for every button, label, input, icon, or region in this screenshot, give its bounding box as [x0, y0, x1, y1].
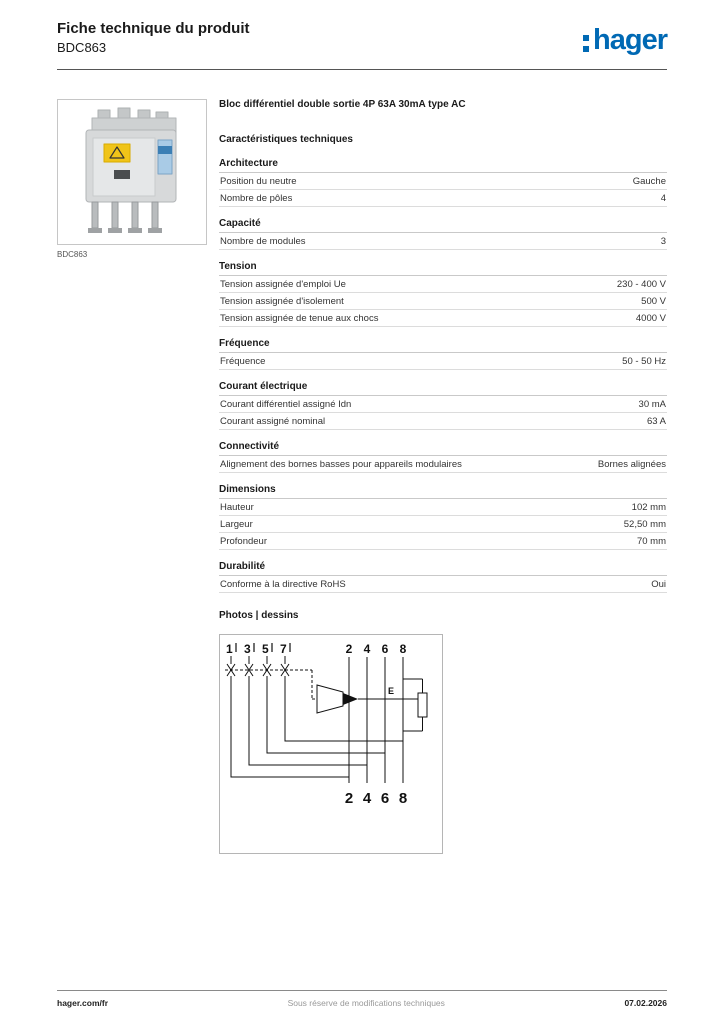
diagram-output-top-labels	[346, 642, 407, 656]
left-column	[57, 99, 207, 854]
spec-value: 52,50 mm	[623, 518, 666, 530]
spec-value: 4	[660, 192, 666, 204]
product-description: Bloc différentiel double sortie 4P 63A 30mA type AC	[219, 98, 466, 110]
spec-section-title: Capacité	[219, 218, 667, 233]
spec-section-title: Fréquence	[219, 338, 667, 353]
diagram-input-label: 1	[226, 641, 233, 656]
spec-value: 70 mm	[636, 535, 666, 547]
wiring-diagram-svg	[220, 635, 442, 853]
spec-row	[219, 413, 667, 430]
spec-section-title: Courant électrique	[219, 381, 667, 396]
spec-value: Oui	[651, 578, 666, 590]
spec-label: Nombre de pôles	[220, 192, 293, 204]
spec-row	[219, 190, 667, 207]
product-image-caption: BDC863	[57, 249, 88, 259]
diagram-output-label: 6	[381, 641, 389, 656]
spec-label: Fréquence	[220, 355, 266, 367]
spec-row	[219, 310, 667, 327]
spec-section	[219, 381, 667, 430]
spec-value: 102 mm	[631, 501, 666, 513]
hager-logo	[583, 26, 667, 55]
header-titles	[57, 20, 250, 57]
spec-row	[219, 353, 667, 370]
diagram-output-label: 2	[344, 789, 354, 807]
spec-label: Alignement des bornes basses pour appareils modulaires	[220, 458, 462, 470]
footer-date: 07.02.2026	[624, 998, 667, 1008]
spec-label: Nombre de modules	[220, 235, 306, 247]
specs-heading: Caractéristiques techniques	[219, 133, 353, 145]
spec-row	[219, 396, 667, 413]
content-area	[57, 99, 667, 854]
breaker-device	[86, 108, 176, 233]
spec-section	[219, 261, 667, 327]
diagram-output-label: 8	[399, 641, 407, 656]
spec-label: Position du neutre	[220, 175, 297, 187]
diagram-test-circuit	[388, 679, 427, 731]
footer-disclaimer: Sous réserve de modifications techniques	[287, 998, 445, 1008]
footer-website: hager.com/fr	[57, 998, 109, 1008]
spec-section-title: Architecture	[219, 158, 667, 173]
diagram-linkage-dashed	[225, 670, 317, 699]
product-reference: BDC863	[57, 39, 107, 55]
spec-section-title: Connectivité	[219, 441, 667, 456]
right-column	[219, 99, 667, 854]
diagram-output-label: 4	[363, 641, 371, 656]
diagram-input-label: 7	[280, 641, 287, 656]
spec-label: Profondeur	[220, 535, 268, 547]
diagram-input-labels	[226, 642, 287, 656]
photos-heading: Photos | dessins	[219, 609, 299, 621]
spec-value: 3	[660, 235, 666, 247]
spec-value: 500 V	[641, 295, 666, 307]
diagram-input-label: 5	[262, 641, 269, 656]
diagram-test-label: E	[388, 685, 395, 696]
spec-row	[219, 173, 667, 190]
header-divider	[57, 69, 667, 70]
spec-value: 230 - 400 V	[616, 278, 666, 290]
spec-label: Courant assigné nominal	[220, 415, 326, 427]
spec-section-title: Tension	[219, 261, 667, 276]
logo-colon-icon	[583, 29, 589, 52]
spec-section-title: Durabilité	[219, 561, 667, 576]
spec-section	[219, 441, 667, 473]
spec-section	[219, 218, 667, 250]
logo-text: hager	[593, 24, 667, 56]
diagram-output-label: 4	[362, 789, 372, 807]
page-header	[57, 20, 667, 57]
diagram-output-label: 6	[380, 789, 390, 807]
diagram-output-label: 2	[345, 641, 353, 656]
page-title: Fiche technique du produit	[57, 20, 250, 37]
diagram-input-label: 3	[244, 641, 251, 656]
spec-row	[219, 276, 667, 293]
spec-label: Largeur	[220, 518, 253, 530]
spec-section	[219, 561, 667, 593]
spec-section	[219, 158, 667, 207]
spec-section-title: Dimensions	[219, 484, 667, 499]
spec-row	[219, 456, 667, 473]
spec-row	[219, 533, 667, 550]
spec-value: 63 A	[646, 415, 666, 427]
spec-value: 4000 V	[635, 312, 666, 324]
spec-label: Tension assignée d'emploi Ue	[220, 278, 346, 290]
spec-row	[219, 576, 667, 593]
spec-row	[219, 516, 667, 533]
wiring-diagram	[219, 634, 443, 854]
spec-label: Hauteur	[220, 501, 254, 513]
spec-value: 30 mA	[638, 398, 666, 410]
diagram-output-bottom-labels	[345, 790, 407, 807]
product-image	[57, 99, 207, 245]
spec-value: 50 - 50 Hz	[622, 355, 666, 367]
diagram-output-label: 8	[398, 789, 408, 807]
spec-section	[219, 484, 667, 550]
spec-value: Gauche	[632, 175, 666, 187]
spec-label: Tension assignée d'isolement	[220, 295, 344, 307]
spec-row	[219, 233, 667, 250]
spec-row	[219, 499, 667, 516]
spec-section	[219, 338, 667, 370]
spec-row	[219, 293, 667, 310]
spec-sections	[219, 158, 667, 593]
spec-label: Tension assignée de tenue aux chocs	[220, 312, 379, 324]
spec-label: Courant différentiel assigné Idn	[220, 398, 352, 410]
diagram-pole-lines	[227, 656, 403, 783]
spec-value: Bornes alignées	[597, 458, 666, 470]
spec-label: Conforme à la directive RoHS	[220, 578, 346, 590]
product-photo-illustration	[58, 100, 206, 243]
page-footer	[57, 990, 667, 1008]
footer-row	[57, 991, 667, 1008]
